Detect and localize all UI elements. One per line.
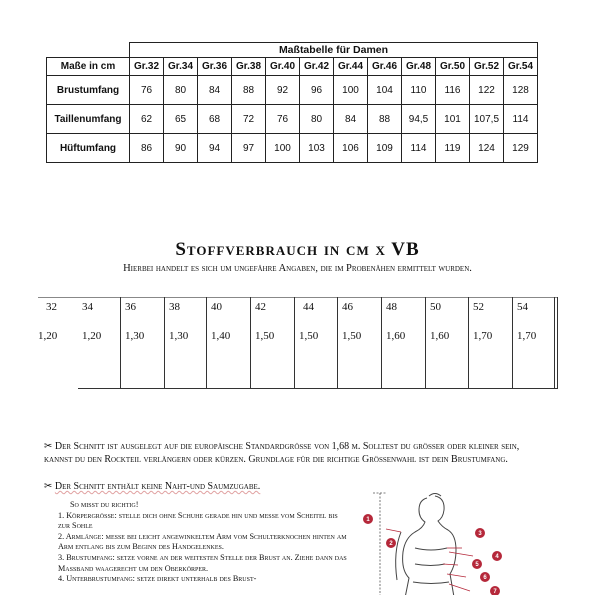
table-cell: 100 xyxy=(266,134,300,163)
table-cell: 80 xyxy=(300,105,334,134)
size-header-row xyxy=(47,58,538,76)
row-label: Taillenumfang xyxy=(47,105,130,134)
fabric-size: 34 xyxy=(82,301,93,313)
table-cell: 62 xyxy=(130,105,164,134)
table-row xyxy=(47,76,538,105)
table-cell: 86 xyxy=(130,134,164,163)
row-label: Hüftumfang xyxy=(47,134,130,163)
header-label: Maße in cm xyxy=(47,58,130,76)
body-measurement-figure xyxy=(355,490,515,595)
fabric-value: 1,30 xyxy=(125,330,145,342)
table-cell: 88 xyxy=(368,105,402,134)
size-header: Gr.34 xyxy=(164,58,198,76)
fabric-column xyxy=(165,297,207,389)
fabric-size: 48 xyxy=(386,301,397,313)
table-cell: 92 xyxy=(266,76,300,105)
bust-line xyxy=(415,548,447,550)
table-cell: 84 xyxy=(334,105,368,134)
hip-line xyxy=(413,582,449,584)
table-cell: 94,5 xyxy=(402,105,436,134)
table-cell: 72 xyxy=(232,105,266,134)
table-cell: 109 xyxy=(368,134,402,163)
table-corner-blank xyxy=(47,43,130,58)
fabric-subtitle: Hierbei handelt es sich um ungefähre Angaben, die im Probenähen ermittelt wurden. xyxy=(123,263,472,274)
table-cell: 124 xyxy=(470,134,504,163)
size-header: Gr.52 xyxy=(470,58,504,76)
fabric-grid xyxy=(38,297,558,389)
fabric-size: 50 xyxy=(430,301,441,313)
fabric-column xyxy=(207,297,251,389)
size-header: Gr.40 xyxy=(266,58,300,76)
table-cell: 97 xyxy=(232,134,266,163)
marker-label: 2 xyxy=(389,541,393,547)
fabric-size: 44 xyxy=(303,301,314,313)
fabric-column xyxy=(513,297,558,389)
fabric-size: 40 xyxy=(211,301,222,313)
table-cell: 104 xyxy=(368,76,402,105)
fabric-value: 1,70 xyxy=(517,330,537,342)
fabric-value: 1,50 xyxy=(255,330,275,342)
fabric-size: 46 xyxy=(342,301,353,313)
row-label: Brustumfang xyxy=(47,76,130,105)
table-row xyxy=(47,134,538,163)
fabric-size: 54 xyxy=(517,301,528,313)
table-cell: 65 xyxy=(164,105,198,134)
table-cell: 96 xyxy=(300,76,334,105)
figure-head-top xyxy=(429,494,441,497)
fabric-size: 32 xyxy=(46,301,57,313)
table-cell: 122 xyxy=(470,76,504,105)
size-header: Gr.50 xyxy=(436,58,470,76)
fabric-value: 1,50 xyxy=(342,330,362,342)
table-cell: 101 xyxy=(436,105,470,134)
measuring-instructions xyxy=(58,500,348,585)
fabric-value: 1,40 xyxy=(211,330,231,342)
table-cell: 84 xyxy=(198,76,232,105)
size-header: Gr.54 xyxy=(504,58,538,76)
marker-leader xyxy=(449,552,473,556)
table-cell: 128 xyxy=(504,76,538,105)
fabric-column xyxy=(426,297,469,389)
table-cell: 110 xyxy=(402,76,436,105)
size-header: Gr.42 xyxy=(300,58,334,76)
table-cell: 100 xyxy=(334,76,368,105)
size-header: Gr.46 xyxy=(368,58,402,76)
fabric-column xyxy=(38,297,78,389)
table-row xyxy=(47,105,538,134)
marker-label: 7 xyxy=(493,589,497,595)
table-cell: 114 xyxy=(402,134,436,163)
fabric-title: Stoffverbrauch in cm x VB xyxy=(175,239,420,260)
table-cell: 119 xyxy=(436,134,470,163)
fabric-value: 1,20 xyxy=(82,330,102,342)
fabric-column xyxy=(251,297,295,389)
fabric-column xyxy=(78,297,121,389)
measuring-item: 2. Armlänge: messe bei leicht angewinkeltem Arm vom Schulterknochen hinten am Arm entlang bis zum Beginn des Handgelenkes. xyxy=(58,531,347,552)
note-text: Der Schnitt enthält keine Naht-und Saumzugabe. xyxy=(54,481,261,492)
fabric-value: 1,20 xyxy=(38,330,58,342)
table-cell: 106 xyxy=(334,134,368,163)
marker-label: 6 xyxy=(483,575,487,581)
size-header: Gr.38 xyxy=(232,58,266,76)
size-header: Gr.32 xyxy=(130,58,164,76)
size-header: Gr.36 xyxy=(198,58,232,76)
fabric-size: 38 xyxy=(169,301,180,313)
fabric-value: 1,70 xyxy=(473,330,493,342)
table-cell: 90 xyxy=(164,134,198,163)
fabric-size: 36 xyxy=(125,301,136,313)
marker-label: 1 xyxy=(366,517,370,523)
note-text: Der Schnitt ist ausgelegt auf die europäische Standardgrösse von 1,68 m. Solltest du grösser oder kleiner sein, kannst du den Rockteil verlängern oder kürzen. Grundlage für die richtige Grössenwahl ist dein Brustumfang. xyxy=(44,441,520,465)
table-cell: 88 xyxy=(232,76,266,105)
figure-left-outline xyxy=(403,498,427,595)
grid-divider xyxy=(554,297,555,389)
scissors-icon: ✂ xyxy=(44,441,53,452)
fabric-size: 42 xyxy=(255,301,266,313)
measuring-item: 3. Brustumfang: setze vorne an der weitesten Stelle der Brust an. Ziehe dann das Massband waagerecht um den Oberkörper. xyxy=(58,552,347,573)
figure-left-arm xyxy=(396,532,401,580)
table-cell: 76 xyxy=(266,105,300,134)
fabric-value: 1,50 xyxy=(299,330,319,342)
fabric-column xyxy=(469,297,513,389)
fabric-value: 1,30 xyxy=(169,330,189,342)
fabric-column xyxy=(295,297,338,389)
size-table-caption: Maßtabelle für Damen xyxy=(130,43,538,58)
size-header: Gr.48 xyxy=(402,58,436,76)
measuring-heading: So misst du richtig! xyxy=(70,500,139,509)
fabric-value: 1,60 xyxy=(430,330,450,342)
measuring-item: 4. Unterbrustumfang: setze direkt unterhalb des Brust- xyxy=(58,574,257,584)
table-cell: 80 xyxy=(164,76,198,105)
table-cell: 129 xyxy=(504,134,538,163)
waist-line xyxy=(415,564,445,566)
fabric-size: 52 xyxy=(473,301,484,313)
fabric-column xyxy=(121,297,165,389)
table-cell: 68 xyxy=(198,105,232,134)
fabric-column xyxy=(338,297,382,389)
grid-bottom-border xyxy=(78,388,558,389)
fabric-column xyxy=(382,297,426,389)
table-cell: 116 xyxy=(436,76,470,105)
table-cell: 76 xyxy=(130,76,164,105)
figure-right-outline xyxy=(435,496,456,595)
grid-divider xyxy=(557,297,558,389)
size-header: Gr.44 xyxy=(334,58,368,76)
marker-label: 5 xyxy=(475,562,479,568)
marker-leader xyxy=(443,564,458,565)
fabric-value: 1,60 xyxy=(386,330,406,342)
scissors-icon: ✂ xyxy=(44,481,53,492)
marker-label: 4 xyxy=(495,554,499,560)
table-cell: 107,5 xyxy=(470,105,504,134)
marker-label: 3 xyxy=(478,531,482,537)
table-cell: 94 xyxy=(198,134,232,163)
table-cell: 114 xyxy=(504,105,538,134)
note-standard-size xyxy=(44,440,544,466)
table-cell: 103 xyxy=(300,134,334,163)
size-table xyxy=(46,42,538,163)
measuring-item: 1. Körpergrösse: stelle dich ohne Schuhe gerade hin und messe vom Scheitel bis zur Sohle xyxy=(58,510,338,531)
marker-leader xyxy=(386,529,401,532)
